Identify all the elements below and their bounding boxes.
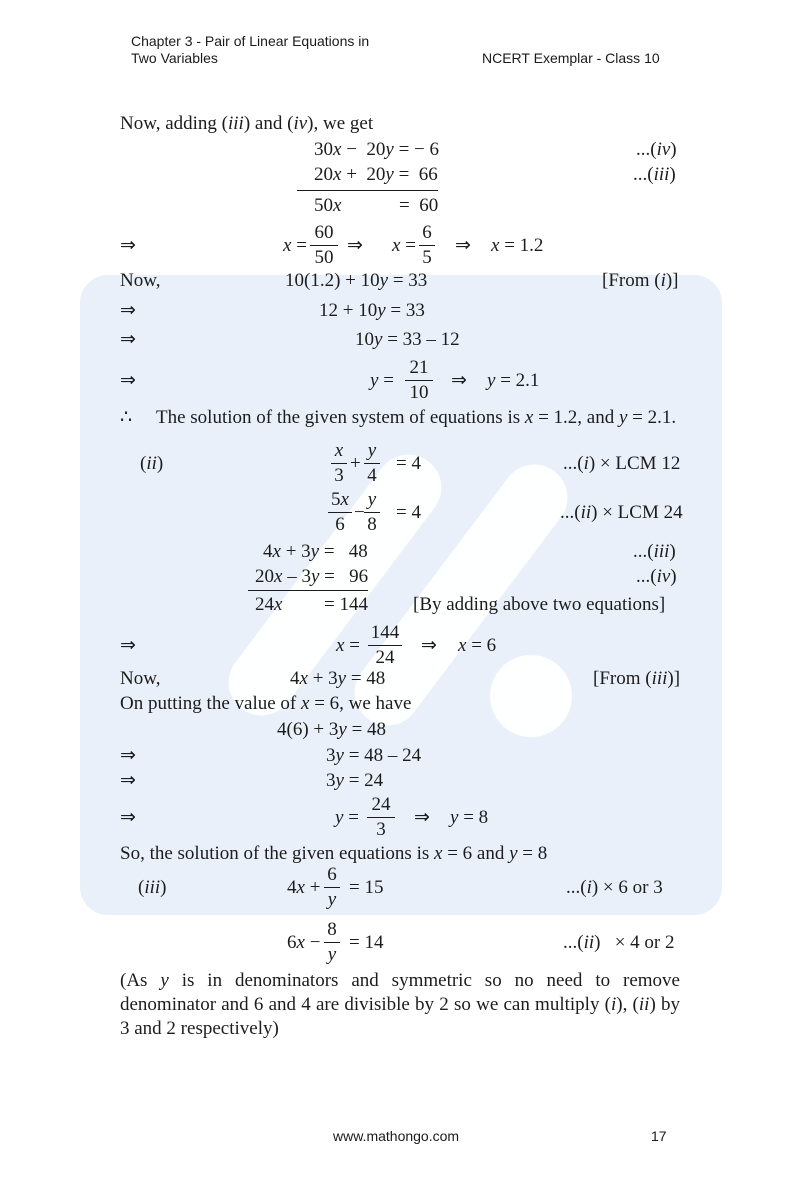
fraction-8-y: $\frac{8}{y}$	[324, 919, 340, 966]
chapter-title-line2: Two Variables	[131, 50, 218, 66]
fraction-5x-6: $\frac{5x}{6}$	[328, 489, 352, 536]
sum-equation: 24x	[255, 594, 283, 615]
equals-15: = 15	[349, 877, 384, 898]
reference-from-i: [From (i)]	[602, 270, 679, 291]
implies-arrow: ⇒	[455, 235, 471, 256]
part-label-iii: (iii)	[138, 877, 167, 898]
conclusion-i: The solution of the given system of equations is x = 1.2, and y = 2.1.	[156, 407, 677, 428]
y-result: y = 8	[450, 807, 489, 828]
sum-equation: 50x	[314, 195, 342, 216]
equation-iii: 4x + 3y = 48	[263, 541, 368, 562]
implies-arrow: ⇒	[421, 635, 437, 656]
equals-4: = 4	[396, 453, 421, 474]
implies-arrow: ⇒	[120, 745, 136, 766]
plus-sign: +	[350, 453, 361, 474]
implies-arrow: ⇒	[120, 300, 136, 321]
equals-14: = 14	[349, 932, 384, 953]
sum-line	[297, 190, 438, 191]
equation-tag-iii: ...(iii)	[633, 541, 676, 562]
term-6x-minus: 6x −	[287, 932, 321, 953]
equation-iv: 20x – 3y = 96	[255, 566, 369, 587]
therefore-symbol: ∴	[120, 407, 133, 428]
step-equation: 3y = 24	[326, 770, 384, 791]
x-equals: x =	[392, 235, 416, 256]
substitution-equation: 10(1.2) + 10y = 33	[285, 270, 428, 291]
equation-tag-iii: ...(iii)	[633, 164, 676, 185]
sum-equation-rhs: = 144	[324, 594, 368, 615]
footer-website: www.mathongo.com	[333, 1128, 460, 1144]
conclusion-ii: So, the solution of the given equations is x = 6 and y = 8	[120, 843, 548, 864]
fraction-144-24: $\frac{144}{24}$	[368, 622, 402, 669]
x-equals: x =	[336, 635, 360, 656]
implies-arrow: ⇒	[120, 807, 136, 828]
fraction-24-3: $\frac{24}{3}$	[367, 794, 395, 841]
equals-4: = 4	[396, 502, 421, 523]
fraction-6-5: $\frac{6}{5}$	[419, 222, 435, 269]
sum-line	[248, 590, 368, 591]
watermark-dot	[490, 655, 572, 737]
equation-tag-ii-mult: ...(ii) × 4 or 2	[563, 932, 675, 953]
step-equation: 12 + 10y = 33	[319, 300, 425, 321]
intro-text: Now, adding (iii) and (iv), we get	[120, 113, 374, 134]
chapter-title	[131, 33, 369, 67]
equation-tag-iv: ...(iv)	[636, 566, 677, 587]
implies-arrow: ⇒	[120, 329, 136, 350]
implies-arrow: ⇒	[120, 770, 136, 791]
implies-arrow: ⇒	[347, 235, 363, 256]
fraction-6-y: $\frac{6}{y}$	[324, 864, 340, 911]
substitution-equation: 4x + 3y = 48	[290, 668, 386, 689]
sum-equation-rhs: = 60	[399, 195, 439, 216]
step-equation: 3y = 48 – 24	[326, 745, 422, 766]
now-label: Now,	[120, 270, 161, 291]
x-result: x = 1.2	[491, 235, 544, 256]
equation-tag-iv: ...(iv)	[636, 139, 677, 160]
equation-iii: 20x + 20y = 66	[314, 164, 438, 185]
fraction-60-50: $\frac{60}{50}$	[310, 222, 338, 269]
x-result: x = 6	[458, 635, 497, 656]
now-label: Now,	[120, 668, 161, 689]
book-title: NCERT Exemplar - Class 10	[482, 50, 660, 66]
sum-note: [By adding above two equations]	[413, 594, 666, 615]
chapter-title-line1: Chapter 3 - Pair of Linear Equations in	[131, 33, 370, 49]
implies-arrow: ⇒	[414, 807, 430, 828]
implies-arrow: ⇒	[120, 370, 136, 391]
implies-arrow: ⇒	[120, 635, 136, 656]
term-4x-plus: 4x +	[287, 877, 321, 898]
equation-iv: 30x − 20y = − 6	[314, 139, 440, 160]
minus-sign: −	[354, 502, 365, 523]
putting-text: On putting the value of x = 6, we have	[120, 693, 412, 714]
fraction-y-8: $\frac{y}{8}$	[364, 489, 380, 536]
implies-arrow: ⇒	[120, 235, 136, 256]
reference-from-iii: [From (iii)]	[593, 668, 681, 689]
part-label-ii: (ii)	[140, 453, 164, 474]
y-equals: y =	[370, 370, 394, 391]
equation-tag-ii-lcm: ...(ii) × LCM 24	[560, 502, 683, 523]
step-equation: 10y = 33 – 12	[355, 329, 460, 350]
explanation-note: (As y is in denominators and symmetric so no need to remove denominator and 6 and 4 are divisible by 2 so we can multiply (i), (ii) by 3 and 2 respectively)	[120, 970, 680, 1039]
equation-tag-i-mult: ...(i) × 6 or 3	[566, 877, 663, 898]
fraction-x-3: $\frac{x}{3}$	[331, 440, 347, 487]
implies-arrow: ⇒	[451, 370, 467, 391]
y-equals: y =	[335, 807, 359, 828]
fraction-21-10: $\frac{21}{10}$	[405, 357, 433, 404]
x-equals: x =	[283, 235, 307, 256]
footer-page-number: 17	[651, 1128, 667, 1144]
step-equation: 4(6) + 3y = 48	[277, 719, 387, 740]
fraction-y-4: $\frac{y}{4}$	[364, 440, 380, 487]
equation-tag-i-lcm: ...(i) × LCM 12	[563, 453, 681, 474]
y-result: y = 2.1	[487, 370, 540, 391]
